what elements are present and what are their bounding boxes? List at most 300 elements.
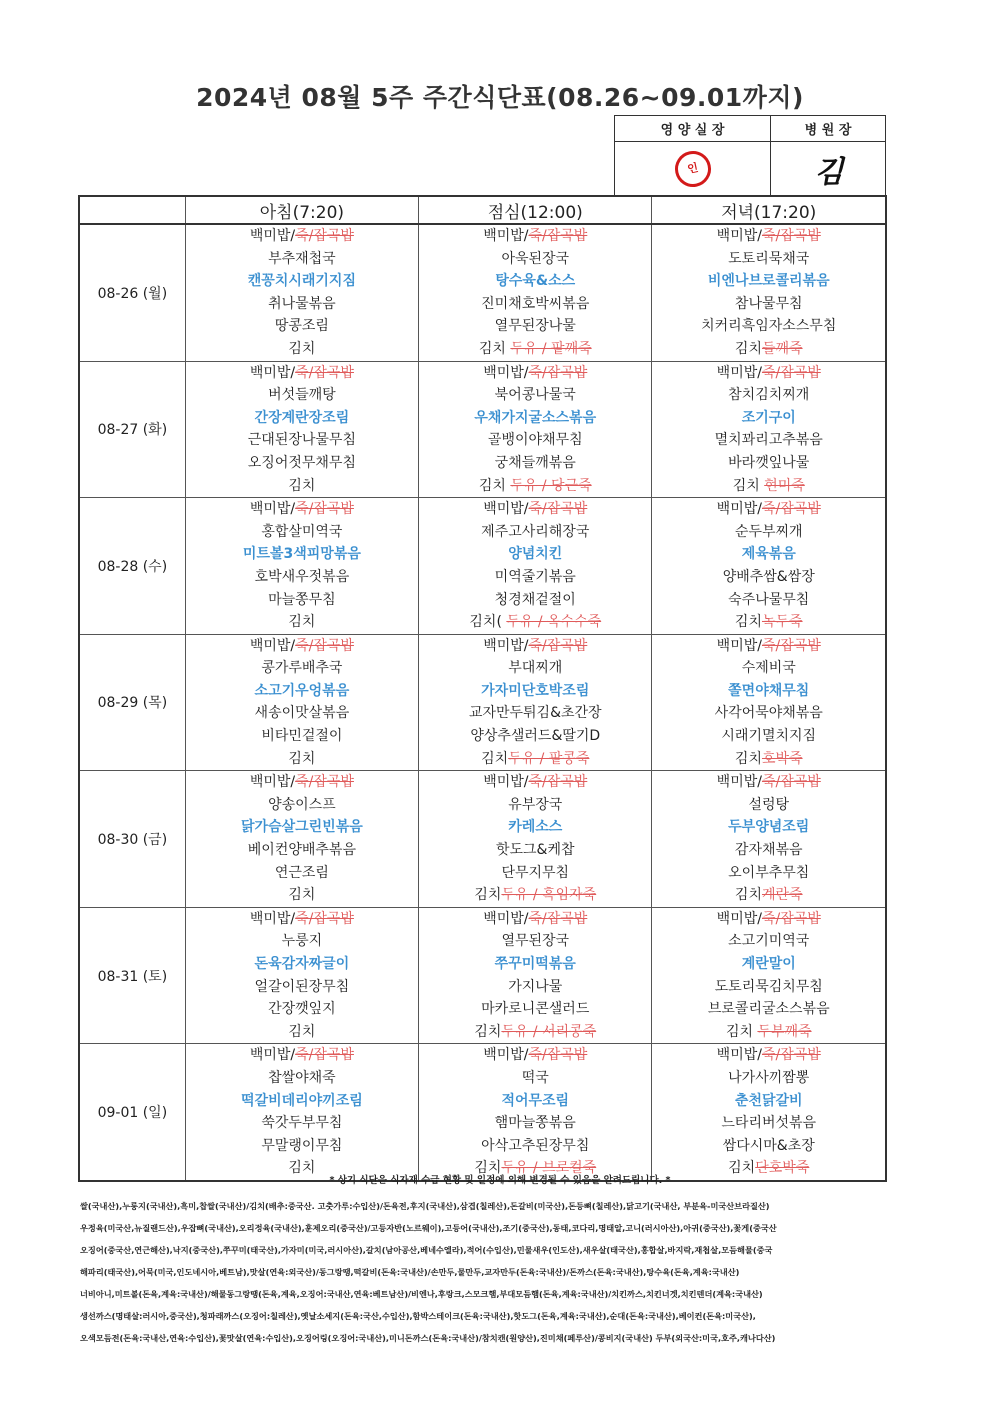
menu-item-text: 백미밥/	[716, 364, 762, 381]
menu-item	[419, 338, 651, 361]
menu-item	[419, 635, 651, 658]
approval-label-nutrition: 영 양 실 장	[615, 116, 771, 142]
menu-item-text: 김치	[474, 887, 502, 904]
breakfast-cell	[185, 498, 418, 635]
menu-item	[419, 702, 651, 725]
seal-stamp-icon: 인	[671, 148, 714, 191]
menu-item	[419, 1044, 651, 1067]
menu-item-text: 호박새우젓볶음	[254, 568, 350, 585]
menu-item	[652, 498, 885, 521]
menu-item	[186, 930, 418, 953]
menu-item-text: 떡국	[521, 1069, 549, 1086]
day-row	[79, 1044, 886, 1181]
menu-item-text: 간장깻잎지	[268, 1001, 336, 1018]
menu-item-text: 백미밥/	[249, 364, 296, 381]
menu-item-text: 김치	[478, 340, 511, 357]
day-date: 08-28 (수)	[79, 498, 185, 635]
header-breakfast: 아침(7:20)	[185, 196, 418, 224]
menu-item	[186, 702, 418, 725]
menu-item	[186, 611, 418, 634]
menu-item	[419, 315, 651, 338]
menu-item	[652, 452, 885, 475]
header-dinner: 저녁(17:20)	[652, 196, 886, 224]
menu-item	[652, 998, 885, 1021]
dinner-cell	[652, 361, 886, 498]
menu-item-text: 백미밥/	[483, 228, 529, 244]
alt-menu-struck: 녹두죽	[761, 614, 803, 631]
alt-menu-struck: 죽/잡곡밥	[761, 637, 821, 654]
alt-menu-struck: 두유 / 서리콩죽	[501, 1023, 597, 1040]
menu-item-text: 홍합살미역국	[261, 523, 343, 540]
alt-menu-struck: 죽/잡곡밥	[528, 364, 588, 381]
menu-item-text: 오징어젓무채무침	[247, 454, 356, 471]
menu-item-text: 양송이스프	[268, 796, 336, 813]
menu-item	[419, 839, 651, 862]
main-dish	[186, 270, 418, 293]
alt-menu-struck: 죽/잡곡밥	[528, 228, 588, 244]
main-dish	[186, 953, 418, 976]
menu-item	[652, 725, 885, 748]
menu-item	[652, 839, 885, 862]
day-row	[79, 361, 886, 498]
menu-item	[186, 998, 418, 1021]
alt-menu-struck: 죽/잡곡밥	[528, 910, 588, 927]
menu-item-text: 유부장국	[508, 796, 563, 813]
menu-item-text: 닭가슴살그린빈볶음	[241, 819, 363, 836]
breakfast-cell	[185, 634, 418, 771]
menu-item-text: 백미밥/	[249, 501, 296, 518]
menu-item-text: 마늘쫑무침	[268, 591, 336, 608]
menu-item-text: 비엔나브로콜리볶음	[707, 273, 830, 290]
menu-item-text: 백미밥/	[716, 910, 762, 927]
menu-item	[419, 748, 651, 771]
dinner-cell	[652, 771, 886, 908]
menu-item	[419, 611, 651, 634]
menu-item	[419, 1135, 651, 1158]
origin-line: 쌀(국내산),누룽지(국내산),흑미,찹쌀(국내산)/김치(배추:중국산. 고춧가루:수입산)/돈육전,후지(국내산),삼겹(칠레산),돈갈비(미국산),돈등뼈(칠레산),닭고기(국내산, 부분육-미국산브라질산)	[80, 1201, 770, 1211]
day-date: 08-30 (금)	[79, 771, 185, 908]
alt-menu-struck: 죽/잡곡밥	[295, 1047, 354, 1064]
day-row	[79, 224, 886, 361]
alt-menu-struck: 죽/잡곡밥	[295, 774, 354, 791]
menu-item-text: 제주고사리해장국	[481, 523, 590, 540]
day-date: 08-27 (화)	[79, 361, 185, 498]
menu-item	[652, 635, 885, 658]
alt-menu-struck: 두유 / 옥수수죽	[506, 614, 602, 631]
menu-item	[419, 1112, 651, 1135]
menu-item	[186, 794, 418, 817]
alt-menu-struck: 죽/잡곡밥	[761, 501, 821, 518]
alt-menu-struck: 죽/잡곡밥	[761, 1047, 821, 1064]
alt-menu-struck: 죽/잡곡밥	[295, 228, 354, 244]
menu-item-text: 백미밥/	[716, 637, 762, 654]
menu-item-text: 가지나물	[508, 978, 563, 995]
menu-item	[186, 293, 418, 316]
main-dish	[419, 680, 651, 703]
main-dish	[186, 816, 418, 839]
origin-line: 오색모듬전(돈육:국내산,연육:수입산),꽃맛살(연육:수입산),오징어링(오징어:국내산),미니돈까스(돈육:국내산)/참치캔(원양산),진미채(페루산)/콩비지(국내산) 두부(외국산:미국,호주,캐나다산)	[80, 1333, 776, 1343]
menu-item	[186, 338, 418, 361]
menu-item	[186, 976, 418, 999]
menu-item-text: 김치	[288, 614, 316, 631]
menu-item	[652, 657, 885, 680]
menu-item-text: 김치	[288, 477, 316, 494]
menu-item-text: 김치	[288, 1023, 316, 1040]
menu-item	[419, 998, 651, 1021]
menu-item-text: 적어무조림	[501, 1092, 570, 1109]
menu-item-text: 가자미단호박조림	[481, 682, 590, 699]
origin-line: 해파리(태국산),어묵(미국,인도네시아,베트남),맛살(연육:외국산)/동그랑땡,떡갈비(돈육:국내산)/손만두,물만두,교자만두(돈육:국내산)/돈까스(돈육:국내산),탕수육(돈육,계육:국내산)	[80, 1267, 740, 1277]
menu-item	[652, 429, 885, 452]
menu-item	[419, 884, 651, 907]
menu-item	[186, 384, 418, 407]
menu-item	[652, 1135, 885, 1158]
main-dish	[652, 270, 885, 293]
menu-item-text: 오이부추무침	[728, 864, 810, 881]
menu-item-text: 미역줄기볶음	[494, 568, 576, 585]
menu-item-text: 열무된장국	[501, 933, 570, 950]
signature-icon: 김	[814, 155, 842, 190]
header-blank	[79, 196, 185, 224]
main-dish	[652, 543, 885, 566]
menu-item	[419, 475, 651, 498]
menu-item	[186, 1135, 418, 1158]
menu-item-text: 바라깻잎나물	[728, 454, 810, 471]
alt-menu-struck: 계란죽	[761, 887, 803, 904]
menu-item-text: 김치	[734, 750, 762, 767]
menu-item	[186, 521, 418, 544]
menu-item-text: 멸치꽈리고추볶음	[714, 432, 823, 449]
menu-item	[186, 635, 418, 658]
menu-item-text: 브로콜리굴소스볶음	[707, 1001, 830, 1018]
menu-item-text: 백미밥/	[249, 774, 296, 791]
menu-item	[186, 839, 418, 862]
menu-item-text: 연근조림	[274, 864, 329, 881]
alt-menu-struck: 두유 / 브로컬죽	[501, 1160, 597, 1177]
main-dish	[186, 407, 418, 430]
menu-item-text: 양상추샐러드&딸기D	[470, 728, 601, 745]
main-dish	[652, 680, 885, 703]
menu-item	[186, 725, 418, 748]
menu-item	[652, 794, 885, 817]
menu-item	[652, 702, 885, 725]
main-dish	[186, 1090, 418, 1113]
menu-item	[186, 475, 418, 498]
approval-label-director: 병 원 장	[771, 116, 886, 142]
menu-item	[652, 748, 885, 771]
menu-item-text: 김치	[288, 340, 316, 357]
menu-item-text: 숙주나물무침	[728, 591, 810, 608]
menu-item-text: 취나물볶음	[268, 295, 336, 312]
main-dish	[186, 543, 418, 566]
dinner-cell	[652, 224, 886, 361]
menu-item	[419, 862, 651, 885]
menu-item-text: 김치(	[469, 614, 507, 631]
menu-item	[186, 771, 418, 794]
menu-item-text: 쭈꾸미떡볶음	[494, 956, 576, 972]
menu-item	[419, 771, 651, 794]
menu-item-text: 핫도그&케찹	[495, 842, 575, 859]
menu-item	[652, 566, 885, 589]
menu-item-text: 부대찌개	[508, 660, 563, 677]
alt-menu-struck: 현미죽	[764, 477, 805, 494]
main-dish	[652, 1090, 885, 1113]
breakfast-cell	[185, 907, 418, 1044]
main-dish	[186, 680, 418, 703]
day-date: 08-26 (월)	[79, 224, 185, 361]
menu-item	[652, 930, 885, 953]
menu-item-text: 교자만두튀김&초간장	[468, 705, 602, 722]
menu-item-text: 김치	[288, 1160, 316, 1177]
menu-item-text: 순두부찌개	[734, 523, 803, 540]
lunch-cell	[419, 634, 652, 771]
menu-item-text: 백미밥/	[249, 1047, 296, 1064]
main-dish	[419, 953, 651, 976]
menu-item-text: 캔꽁치시래기지짐	[247, 273, 356, 290]
alt-menu-struck: 죽/잡곡밥	[528, 637, 588, 654]
alt-menu-struck: 두유 / 팥깨죽	[510, 340, 592, 357]
menu-item-text: 김치	[288, 750, 316, 767]
alt-menu-struck: 죽/잡곡밥	[295, 637, 354, 654]
menu-item	[419, 293, 651, 316]
menu-item-text: 백미밥/	[483, 774, 529, 791]
main-dish	[419, 1090, 651, 1113]
menu-item-text: 카레소스	[508, 819, 563, 836]
menu-item	[419, 1067, 651, 1090]
alt-menu-struck: 두유 / 팥콩죽	[508, 750, 590, 767]
menu-item	[419, 384, 651, 407]
menu-item	[186, 429, 418, 452]
menu-item-text: 제육볶음	[741, 546, 796, 563]
menu-item-text: 백미밥/	[716, 228, 762, 244]
alt-menu-struck: 죽/잡곡밥	[761, 910, 821, 927]
menu-item	[419, 566, 651, 589]
menu-item-text: 백미밥/	[716, 1047, 762, 1064]
menu-item	[419, 908, 651, 931]
menu-item-text: 치커리흑임자소스무침	[701, 318, 837, 335]
menu-item-text: 느타리버섯볶음	[721, 1115, 817, 1132]
menu-item	[652, 771, 885, 794]
menu-item-text: 마카로니콘샐러드	[481, 1001, 590, 1018]
menu-item	[652, 1021, 885, 1044]
menu-item	[186, 884, 418, 907]
alt-menu-struck: 죽/잡곡밥	[295, 910, 354, 927]
origin-line: 생선까스(명태살:러시아,중국산),청파래까스(오징어:칠레산),옛날소세지(돈육:국산,수입산),함박스테이크(돈육:국내산),핫도그(돈육,계육:국내산),순대(돈육:국내산),베이컨(돈육:미국산),	[80, 1311, 756, 1321]
breakfast-cell	[185, 224, 418, 361]
menu-item-text: 김치	[732, 477, 765, 494]
alt-menu-struck: 죽/잡곡밥	[761, 364, 821, 381]
menu-item	[652, 293, 885, 316]
menu-item-text: 무말랭이무침	[261, 1137, 343, 1154]
breakfast-cell	[185, 771, 418, 908]
menu-item	[652, 1112, 885, 1135]
alt-menu-struck: 두부깨죽	[757, 1023, 812, 1040]
menu-item-text: 백미밥/	[483, 1047, 529, 1064]
menu-item	[652, 338, 885, 361]
menu-item	[419, 498, 651, 521]
menu-item-text: 김치	[728, 1160, 756, 1177]
dinner-cell	[652, 907, 886, 1044]
menu-item-text: 쌈다시마&초장	[722, 1137, 815, 1154]
menu-item-text: 소고기우엉볶음	[254, 682, 350, 699]
main-dish	[652, 953, 885, 976]
menu-item-text: 김치	[734, 887, 762, 904]
menu-item-text: 설렁탕	[748, 796, 790, 813]
main-dish	[419, 407, 651, 430]
menu-item-text: 백미밥/	[716, 501, 762, 518]
menu-item	[419, 589, 651, 612]
menu-header-row	[79, 196, 886, 224]
menu-item-text: 김치	[288, 887, 316, 904]
menu-item-text: 얼갈이된장무침	[254, 978, 350, 995]
menu-item	[186, 1044, 418, 1067]
menu-item-text: 찹쌀야채죽	[268, 1069, 336, 1086]
lunch-cell	[419, 907, 652, 1044]
menu-item	[419, 725, 651, 748]
menu-item-text: 비타민겉절이	[261, 728, 343, 745]
menu-item	[186, 498, 418, 521]
alt-menu-struck: 죽/잡곡밥	[295, 364, 354, 381]
menu-item-text: 백미밥/	[483, 910, 529, 927]
menu-item	[419, 225, 651, 248]
menu-item	[186, 566, 418, 589]
menu-item	[652, 884, 885, 907]
menu-item	[419, 657, 651, 680]
origin-line: 너비아니,미트볼(돈육,계육:국내산)/해물동그랑땡(돈육,계육,오징어:국내산,연육:베트남산)/비엔나,후랑크,스모크햄,부대모듬햄(돈육,계육:국내산)/치킨까스,치킨너겟,치킨텐더(계육:국내산)	[80, 1289, 763, 1299]
menu-item-text: 쑥갓두부무침	[261, 1115, 343, 1132]
menu-item-text: 김치	[734, 340, 762, 357]
main-dish	[652, 816, 885, 839]
lunch-cell	[419, 361, 652, 498]
lunch-cell	[419, 498, 652, 635]
origin-line: 우정육(미국산,뉴질랜드산),우잡뼈(국내산),오리정육(국내산),훈제오리(중국산)/고등자반(노르웨이),고등어(국내산),조기(중국산),동태,코다리,명태알,고니(러시아산),아귀(중국산),꽃게(중국산	[80, 1223, 777, 1233]
menu-item-text: 탕수육&소스	[495, 273, 576, 290]
dinner-cell	[652, 498, 886, 635]
menu-item-text: 버섯들깨탕	[268, 387, 336, 404]
menu-item-text: 나가사끼짬뽕	[728, 1069, 810, 1086]
menu-item-text: 백미밥/	[716, 774, 762, 791]
alt-menu-struck: 단호박죽	[755, 1160, 810, 1177]
alt-menu-struck: 두유 / 흑임자죽	[501, 887, 597, 904]
menu-item-text: 참치김치찌개	[728, 387, 810, 404]
day-date: 09-01 (일)	[79, 1044, 185, 1181]
day-row	[79, 634, 886, 771]
menu-item-text: 새송이맛살볶음	[254, 705, 350, 722]
menu-item-text: 사각어묵야채볶음	[714, 705, 823, 722]
menu-item-text: 양념치킨	[508, 546, 563, 563]
menu-item-text: 콩가루배추국	[261, 660, 343, 677]
menu-item-text: 시래기멸치지짐	[721, 728, 817, 745]
menu-item-text: 미트볼3색피망볶음	[242, 546, 361, 563]
menu-item-text: 돈육감자짜글이	[254, 956, 350, 972]
menu-item	[186, 1112, 418, 1135]
main-dish	[419, 543, 651, 566]
lunch-cell	[419, 1044, 652, 1181]
menu-item-text: 백미밥/	[483, 637, 529, 654]
menu-item-text: 백미밥/	[249, 637, 296, 654]
alt-menu-struck: 죽/잡곡밥	[528, 501, 588, 518]
menu-item-text: 북어콩나물국	[494, 387, 576, 404]
menu-item	[652, 362, 885, 385]
alt-menu-struck: 죽/잡곡밥	[295, 501, 354, 518]
menu-item-text: 단무지무침	[501, 864, 570, 881]
menu-item	[652, 248, 885, 271]
menu-item	[652, 908, 885, 931]
menu-item-text: 부추재첩국	[268, 250, 336, 267]
menu-item-text: 백미밥/	[249, 228, 296, 244]
menu-body	[79, 224, 886, 1181]
breakfast-cell	[185, 361, 418, 498]
menu-item-text: 누룽지	[281, 933, 323, 950]
menu-item	[419, 521, 651, 544]
menu-item-text: 떡갈비데리야끼조림	[241, 1092, 363, 1109]
menu-item	[652, 1067, 885, 1090]
alt-menu-struck: 죽/잡곡밥	[761, 774, 821, 791]
menu-item	[419, 1021, 651, 1044]
menu-item	[652, 611, 885, 634]
menu-item-text: 궁채들깨볶음	[494, 454, 576, 471]
menu-item-text: 골뱅이야채무침	[487, 432, 583, 449]
menu-item	[186, 315, 418, 338]
menu-item-text: 근대된장나물무침	[247, 432, 356, 449]
menu-item	[186, 1021, 418, 1044]
menu-item-text: 아삭고추된장무침	[481, 1137, 590, 1154]
origin-info	[80, 1195, 910, 1349]
menu-item-text: 아욱된장국	[501, 250, 570, 267]
menu-item-text: 양배추쌈&쌈장	[722, 568, 815, 585]
origin-line: 오징어(중국산,연근해산),낙지(중국산),쭈꾸미(태국산),가자미(미국,러시아산),갈치(남아공산,베네수엘라),적어(수입산),민물새우(인도산),새우살(태국산),홍합살,바지락,재첩살,모듬해물(중국	[80, 1245, 773, 1255]
menu-item	[186, 225, 418, 248]
menu-item-text: 백미밥/	[483, 501, 529, 518]
menu-item	[419, 452, 651, 475]
menu-item	[186, 748, 418, 771]
menu-item	[186, 862, 418, 885]
menu-item-text: 도토리묵김치무침	[714, 978, 823, 995]
menu-item	[652, 589, 885, 612]
breakfast-cell	[185, 1044, 418, 1181]
alt-menu-struck: 죽/잡곡밥	[528, 774, 588, 791]
menu-item-text: 수제비국	[741, 660, 796, 677]
menu-item-text: 백미밥/	[483, 364, 529, 381]
page-title: 2024년 08월 5주 주간식단표(08.26~09.01까지)	[196, 83, 804, 112]
menu-item	[419, 930, 651, 953]
alt-menu-struck: 죽/잡곡밥	[761, 228, 821, 244]
approval-signature-cell	[771, 142, 886, 197]
lunch-cell	[419, 771, 652, 908]
weekly-menu-table	[78, 195, 887, 1182]
menu-item	[186, 589, 418, 612]
menu-item-text: 김치	[474, 1023, 502, 1040]
day-row	[79, 498, 886, 635]
menu-item-text: 김치	[734, 614, 762, 631]
menu-item	[652, 475, 885, 498]
menu-item-text: 열무된장나물	[494, 318, 576, 335]
menu-item	[652, 315, 885, 338]
menu-item-text: 조기구이	[741, 409, 796, 426]
menu-item-text: 소고기미역국	[728, 933, 810, 950]
alt-menu-struck: 두유 / 당근죽	[510, 477, 592, 494]
dinner-cell	[652, 1044, 886, 1181]
main-dish	[419, 270, 651, 293]
menu-item-text: 김치	[481, 750, 509, 767]
menu-item	[419, 429, 651, 452]
main-dish	[652, 407, 885, 430]
menu-item	[652, 976, 885, 999]
alt-menu-struck: 죽/잡곡밥	[528, 1047, 588, 1064]
menu-item-text: 김치	[474, 1160, 502, 1177]
menu-item-text: 진미채호박씨볶음	[481, 295, 590, 312]
day-row	[79, 771, 886, 908]
